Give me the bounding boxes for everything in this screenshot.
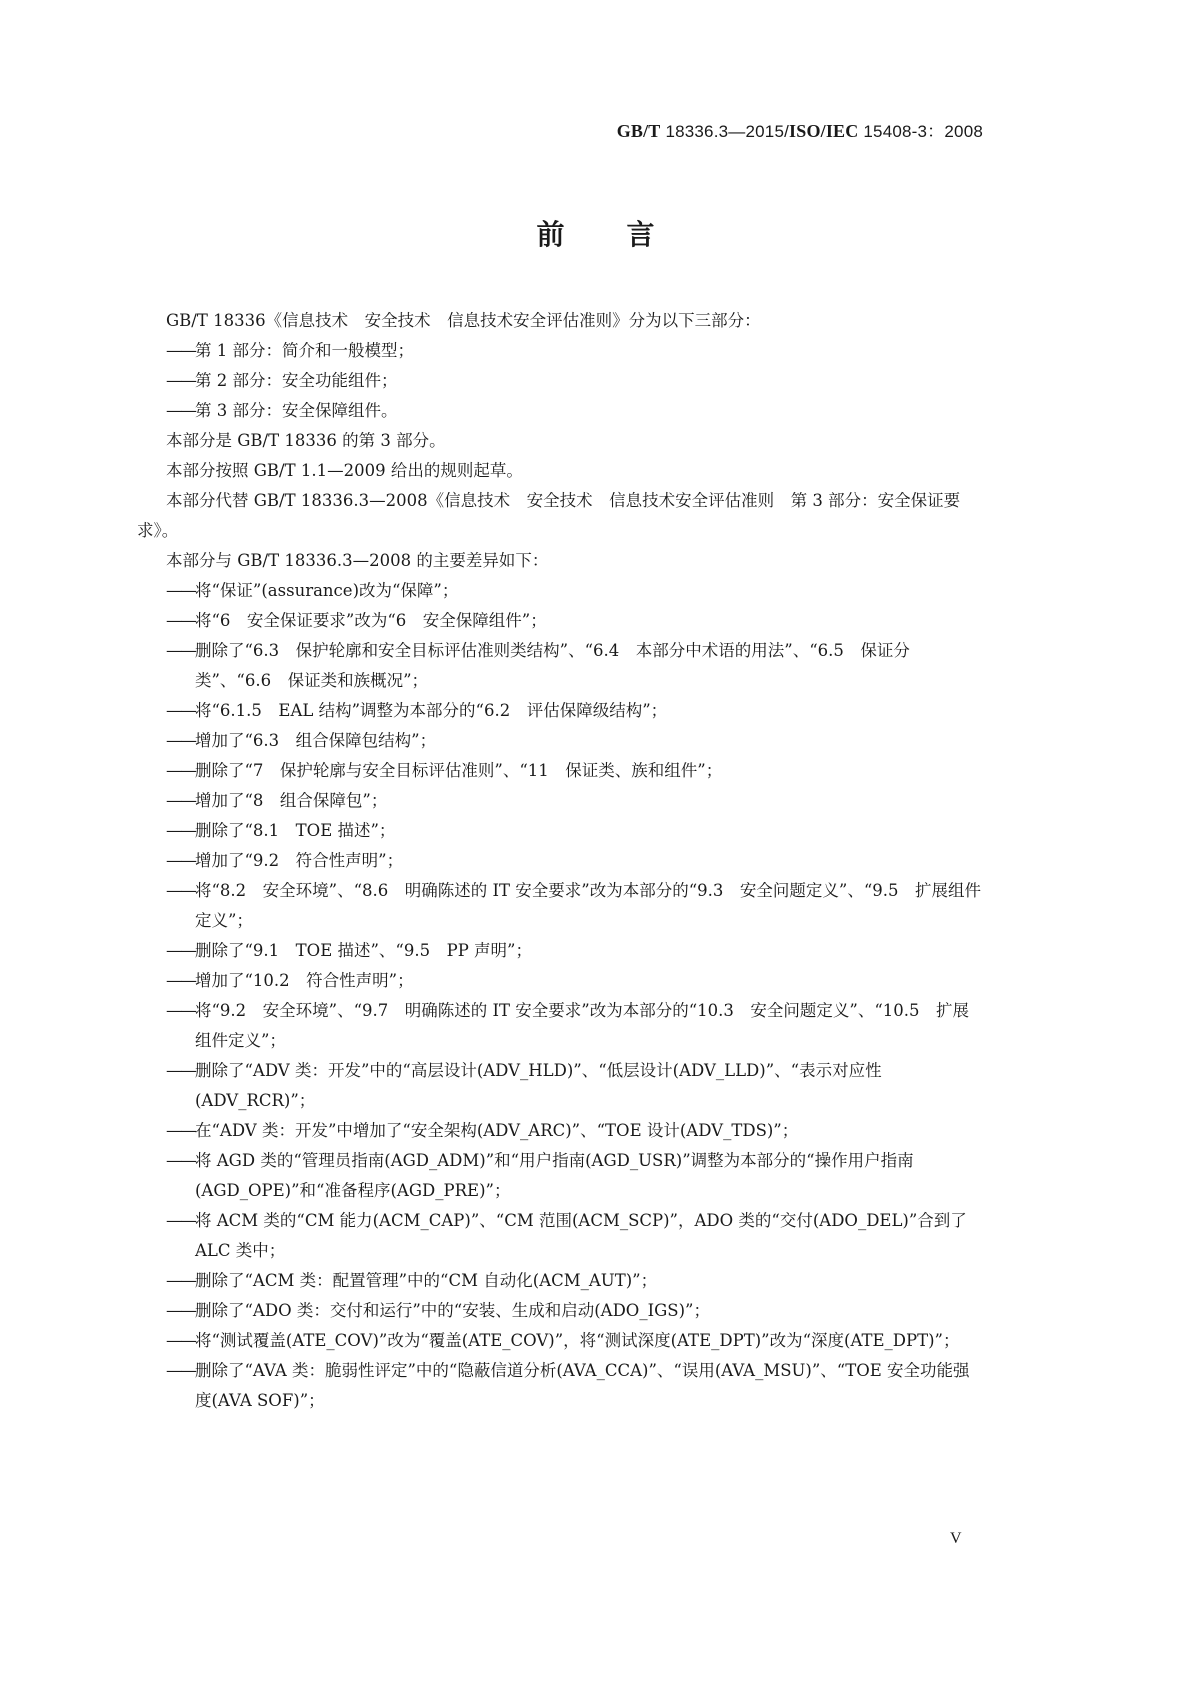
- list-item: [137, 606, 983, 636]
- list-item: [137, 936, 983, 966]
- paragraph-text: 将“6.1.5 EAL 结构”调整为本部分的“6.2 评估保障级结构”；: [195, 701, 668, 720]
- list-item: [137, 786, 983, 816]
- paragraph-text: 删除了“6.3 保护轮廓和安全目标评估准则类结构”、“6.4 本部分中术语的用法”、“6.5 保证分类”、“6.6 保证类和族概况”；: [195, 641, 910, 690]
- standard-number-header: [617, 117, 983, 142]
- paragraph: [137, 546, 983, 576]
- em-dash-bullet: ——: [166, 881, 195, 900]
- paragraph: [137, 426, 983, 456]
- em-dash-bullet: ——: [166, 701, 195, 720]
- em-dash-bullet: ——: [166, 971, 195, 990]
- paragraph-text: 删除了“AVA 类：脆弱性评定”中的“隐蔽信道分析(AVA_CCA)”、“误用(AVA_MSU)”、“TOE 安全功能强度(AVA SOF)”；: [195, 1361, 970, 1410]
- list-item: [137, 336, 983, 366]
- paragraph: [137, 456, 983, 486]
- paragraph-text: 本部分代替 GB/T 18336.3—2008《信息技术 安全技术 信息技术安全评估准则 第 3 部分：安全保证要求》。: [137, 491, 961, 540]
- paragraph-text: 第 1 部分：简介和一般模型；: [195, 341, 414, 360]
- paragraph: [137, 306, 983, 336]
- paragraph: [137, 486, 983, 546]
- paragraph-text: 将“测试覆盖(ATE_COV)”改为“覆盖(ATE_COV)”，将“测试深度(ATE_DPT)”改为“深度(ATE_DPT)”；: [195, 1331, 960, 1350]
- list-item: [137, 696, 983, 726]
- list-item: [137, 726, 983, 756]
- paragraph-text: 本部分按照 GB/T 1.1—2009 给出的规则起草。: [166, 461, 523, 480]
- em-dash-bullet: ——: [166, 401, 195, 420]
- list-item: [137, 636, 983, 696]
- list-item: [137, 876, 983, 936]
- iso-prefix: ISO/IEC: [789, 121, 859, 141]
- paragraph-text: 本部分是 GB/T 18336 的第 3 部分。: [166, 431, 446, 450]
- list-item: [137, 1206, 983, 1266]
- em-dash-bullet: ——: [166, 611, 195, 630]
- list-item: [137, 396, 983, 426]
- em-dash-bullet: ——: [166, 1211, 195, 1230]
- list-item: [137, 1296, 983, 1326]
- em-dash-bullet: ——: [166, 821, 195, 840]
- list-item: [137, 816, 983, 846]
- paragraph-text: 删除了“7 保护轮廓与安全目标评估准则”、“11 保证类、族和组件”；: [195, 761, 723, 780]
- paragraph-text: 增加了“9.2 符合性声明”；: [195, 851, 404, 870]
- paragraph-text: 在“ADV 类：开发”中增加了“安全架构(ADV_ARC)”、“TOE 设计(ADV_TDS)”；: [195, 1121, 799, 1140]
- em-dash-bullet: ——: [166, 1061, 195, 1080]
- paragraph-text: GB/T 18336《信息技术 安全技术 信息技术安全评估准则》分为以下三部分：: [166, 311, 761, 330]
- paragraph-text: 将“9.2 安全环境”、“9.7 明确陈述的 IT 安全要求”改为本部分的“10.3 安全问题定义”、“10.5 扩展组件定义”；: [195, 1001, 970, 1050]
- list-item: [137, 1116, 983, 1146]
- title-char-2: 言: [626, 218, 655, 251]
- page-title: [0, 213, 1191, 253]
- paragraph-text: 删除了“ADO 类：交付和运行”中的“安装、生成和启动(ADO_IGS)”；: [195, 1301, 710, 1320]
- list-item: [137, 1146, 983, 1206]
- em-dash-bullet: ——: [166, 1121, 195, 1140]
- list-item: [137, 846, 983, 876]
- paragraph-text: 增加了“10.2 符合性声明”；: [195, 971, 414, 990]
- paragraph-text: 第 2 部分：安全功能组件；: [195, 371, 398, 390]
- em-dash-bullet: ——: [166, 1361, 195, 1380]
- paragraph-text: 删除了“8.1 TOE 描述”；: [195, 821, 396, 840]
- em-dash-bullet: ——: [166, 761, 195, 780]
- paragraph-text: 第 3 部分：安全保障组件。: [195, 401, 398, 420]
- em-dash-bullet: ——: [166, 941, 195, 960]
- em-dash-bullet: ——: [166, 731, 195, 750]
- iso-number: 15408-3：2008: [858, 122, 983, 141]
- em-dash-bullet: ——: [166, 1301, 195, 1320]
- std-number: 18336.3—2015/: [660, 122, 790, 141]
- list-item: [137, 576, 983, 606]
- paragraph-text: 删除了“ADV 类：开发”中的“高层设计(ADV_HLD)”、“低层设计(ADV_LLD)”、“表示对应性(ADV_RCR)”；: [195, 1061, 882, 1110]
- title-char-1: 前: [536, 218, 565, 251]
- paragraph-text: 将“保证”(assurance)改为“保障”；: [195, 581, 459, 600]
- em-dash-bullet: ——: [166, 1151, 195, 1170]
- em-dash-bullet: ——: [166, 1001, 195, 1020]
- paragraph-text: 删除了“9.1 TOE 描述”、“9.5 PP 声明”；: [195, 941, 532, 960]
- em-dash-bullet: ——: [166, 851, 195, 870]
- foreword-body: [137, 306, 983, 1416]
- em-dash-bullet: ——: [166, 1271, 195, 1290]
- paragraph-text: 将“6 安全保证要求”改为“6 安全保障组件”；: [195, 611, 547, 630]
- list-item: [137, 1266, 983, 1296]
- list-item: [137, 996, 983, 1056]
- list-item: [137, 1056, 983, 1116]
- paragraph-text: 增加了“6.3 组合保障包结构”；: [195, 731, 437, 750]
- em-dash-bullet: ——: [166, 1331, 195, 1350]
- em-dash-bullet: ——: [166, 371, 195, 390]
- em-dash-bullet: ——: [166, 341, 195, 360]
- paragraph-text: 本部分与 GB/T 18336.3—2008 的主要差异如下：: [166, 551, 549, 570]
- page-number: V: [950, 1530, 962, 1547]
- paragraph-text: 删除了“ACM 类：配置管理”中的“CM 自动化(ACM_AUT)”；: [195, 1271, 658, 1290]
- em-dash-bullet: ——: [166, 641, 195, 660]
- list-item: [137, 756, 983, 786]
- paragraph-text: 将“8.2 安全环境”、“8.6 明确陈述的 IT 安全要求”改为本部分的“9.3 安全问题定义”、“9.5 扩展组件定义”；: [195, 881, 982, 930]
- paragraph-text: 将 ACM 类的“CM 能力(ACM_CAP)”、“CM 范围(ACM_SCP)”，ADO 类的“交付(ADO_DEL)”合到了 ALC 类中；: [195, 1211, 967, 1260]
- list-item: [137, 1356, 983, 1416]
- em-dash-bullet: ——: [166, 791, 195, 810]
- list-item: [137, 1326, 983, 1356]
- list-item: [137, 966, 983, 996]
- paragraph-text: 增加了“8 组合保障包”；: [195, 791, 388, 810]
- paragraph-text: 将 AGD 类的“管理员指南(AGD_ADM)”和“用户指南(AGD_USR)”调整为本部分的“操作用户指南(AGD_OPE)”和“准备程序(AGD_PRE)”；: [195, 1151, 914, 1200]
- list-item: [137, 366, 983, 396]
- std-prefix: GB/T: [616, 121, 661, 141]
- em-dash-bullet: ——: [166, 581, 195, 600]
